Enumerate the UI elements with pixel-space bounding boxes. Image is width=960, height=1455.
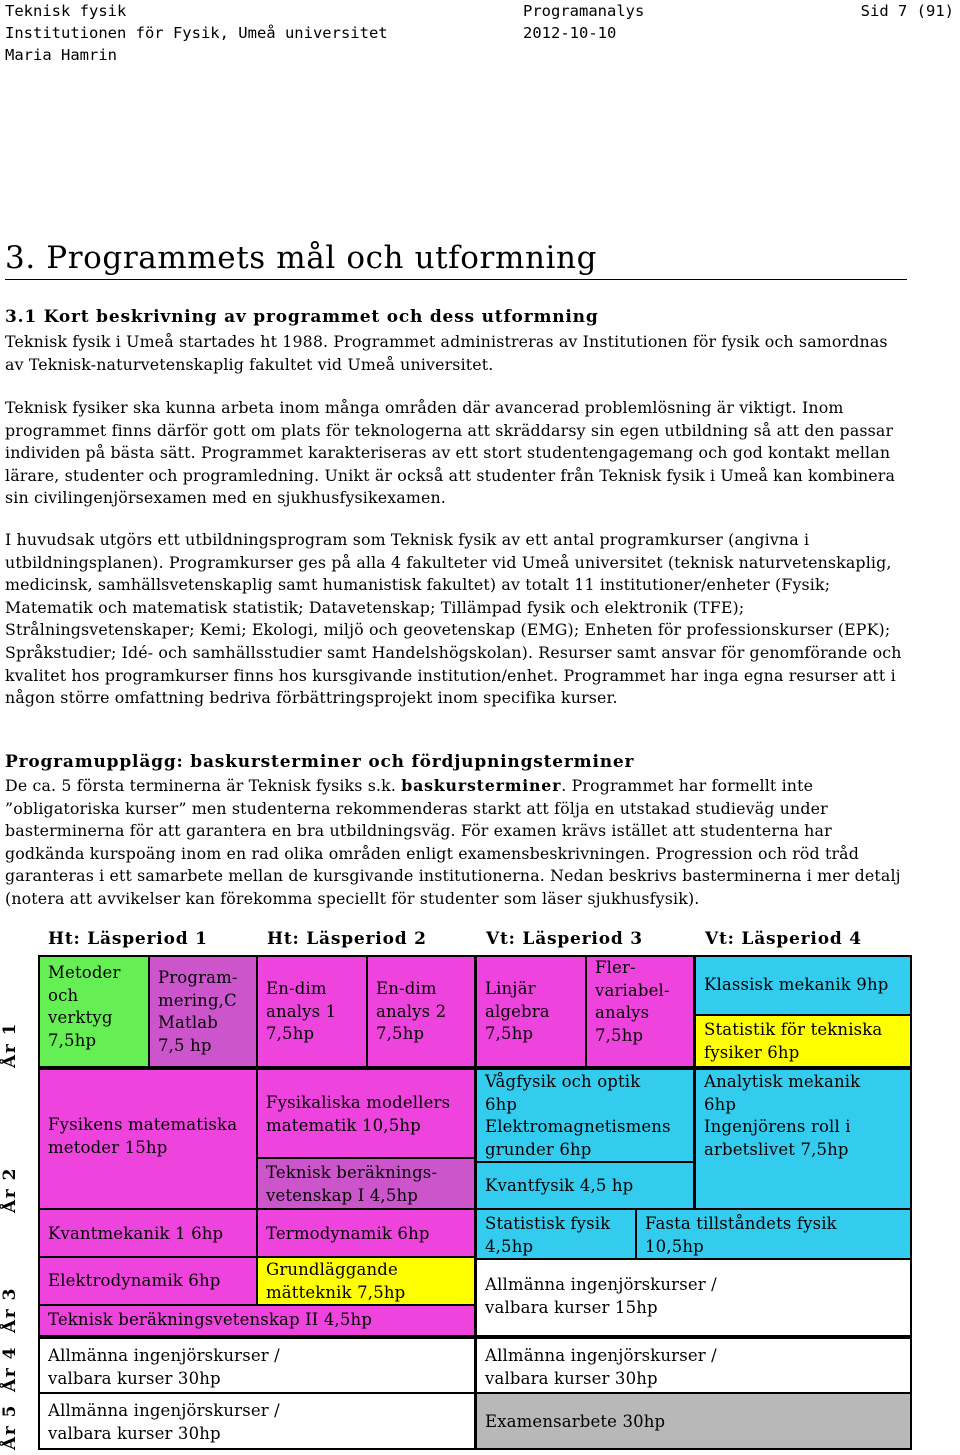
- course-elektrodynamik: Elektrodynamik 6hp: [38, 1256, 258, 1306]
- course-fysikens-matematiska-metoder: Fysikens matematiska metoder 15hp: [38, 1068, 258, 1210]
- header-date: 2012-10-10: [523, 24, 617, 42]
- header-author: Maria Hamrin: [5, 46, 117, 64]
- page-header-middle: [523, 0, 644, 44]
- course-endim-analys-2: En-dim analys 2 7,5hp: [366, 955, 476, 1068]
- course-allmanna-ingenjorskurser-15hp: Allmänna ingenjörskurser / valbara kurser 15hp: [475, 1258, 912, 1337]
- course-analytisk-mekanik-ingenjorsroll: Analytisk mekanik 6hp Ingenjörens roll i arbetslivet 7,5hp: [694, 1068, 912, 1210]
- course-kvantfysik: Kvantfysik 4,5 hp: [475, 1161, 695, 1210]
- paragraph-baskursterminer: [5, 775, 910, 911]
- subsection-heading: Programupplägg: baskursterminer och fördjupningsterminer: [5, 752, 635, 772]
- course-allmanna-ingenjorskurser-ar4-ht: Allmänna ingenjörskurser / valbara kurser 30hp: [38, 1337, 476, 1394]
- year-label-5: År 5: [0, 1404, 20, 1451]
- course-termodynamik: Termodynamik 6hp: [256, 1208, 476, 1258]
- course-vagfysik: Vågfysik och optik: [485, 1072, 641, 1091]
- section-heading: 3.1 Kort beskrivning av programmet och dess utformning: [5, 307, 599, 327]
- course-elektromagnetismens-grunder: Elektromagnetismens: [485, 1117, 671, 1136]
- paragraph-history: Teknisk fysik i Umeå startades ht 1988. Programmet administreras av Institutionen för fysik och samordnas av Teknisk-naturvetenskaplig fakultet vid Umeå universitet.: [5, 332, 888, 374]
- header-page-number: Sid 7 (91): [860, 2, 954, 20]
- chapter-rule: [5, 279, 907, 280]
- course-fysikaliska-modellers-matematik: Fysikaliska modellers matematik 10,5hp: [256, 1068, 476, 1159]
- year-label-4: År 4: [0, 1346, 20, 1392]
- paragraph-text-start: De ca. 5 första terminerna är Teknisk fysiks s.k.: [5, 776, 402, 795]
- course-programmering: Program- mering,C Matlab 7,5 hp: [148, 955, 258, 1068]
- course-statistisk-fysik: Statistisk fysik 4,5hp: [475, 1208, 637, 1260]
- course-klassisk-mekanik: Klassisk mekanik 9hp: [694, 955, 912, 1016]
- course-examensarbete: Examensarbete 30hp: [475, 1392, 912, 1450]
- course-linjar-algebra: Linjär algebra 7,5hp: [475, 955, 587, 1068]
- paragraph-courses: I huvudsak utgörs ett utbildningsprogram som Teknisk fysik av ett antal programkurser (angivna i utbildningsplanen). Programkurser ges på alla 4 fakulteter vid Umeå universitet (teknisk naturvetenskaplig, medicinsk, samhällsvetenskaplig samt humanistisk fakultet) av totalt 11 institutioner/enheter (Fysik; Matematik och matematisk statistik; Datavetenskap; Tillämpad fysik och elektronik (TFE); Strålningsvetenskaper; Kemi; Ekologi, miljö och geovetenskap (EMG); Enheten för professionskurser (EPK); Språkstudier; Idé- och samhällsstudier samt Handelshögskolan). Resurser samt ansvar för genomförande och kvalitet hos programkurser finns hos kursgivande institution/enhet. Programmet har inga egna resurser att i någon större omfattning bedriva förbättringsprojekt inom specifika kurser.: [5, 530, 902, 708]
- course-allmanna-ingenjorskurser-ar4-vt: Allmänna ingenjörskurser / valbara kurser 30hp: [475, 1337, 912, 1394]
- header-course: Teknisk fysik: [5, 2, 127, 20]
- course-flervariabelanalys: Fler- variabel- analys 7,5hp: [585, 955, 695, 1068]
- period-header-2: Ht: Läsperiod 2: [267, 929, 427, 949]
- course-allmanna-ingenjorskurser-ar5: Allmänna ingenjörskurser / valbara kurser 30hp: [38, 1392, 476, 1450]
- course-statistik-tekniska-fysiker: Statistik för tekniska fysiker 6hp: [694, 1014, 912, 1068]
- page-header-right: [861, 0, 954, 22]
- header-doc-title: Programanalys: [523, 2, 645, 20]
- course-analytisk-mekanik: Analytisk mekanik: [704, 1072, 861, 1091]
- course-metoder-och-verktyg: Metoder och verktyg 7,5hp: [38, 955, 150, 1068]
- header-department: Institutionen för Fysik, Umeå universitet: [5, 24, 388, 42]
- course-teknisk-berakningsvetenskap-1: Teknisk beräknings- vetenskap I 4,5hp: [256, 1157, 476, 1210]
- paragraph-text-rest: . Programmet har formellt inte ”obligatoriska kurser” men studenterna rekommenderas starkt att följa en utstakad studieväg under basterminerna för att garantera en bra utbildningsväg. För examen krävs istället att studenterna har godkända kurspoäng inom en rad olika områden enligt examensbeskrivningen. Progression och röd tråd garanteras i ett samarbete mellan de kursgivande institutionerna. Nedan beskrivs basterminerna i mer detalj (notera att avvikelser kan förekomma speciellt för studenter som läser sjukhusfysik).: [5, 776, 901, 908]
- paragraph-bold-term: baskursterminer: [401, 776, 562, 795]
- course-fasta-tillstandets-fysik: Fasta tillståndets fysik 10,5hp: [635, 1208, 912, 1260]
- course-grundlaggande-matteknik: Grundläggande mätteknik 7,5hp: [256, 1256, 476, 1306]
- year-label-3: År 3: [0, 1287, 20, 1333]
- page-header-left: [5, 0, 388, 66]
- period-header-1: Ht: Läsperiod 1: [48, 929, 208, 949]
- year-label-1: År 1: [0, 1022, 20, 1068]
- period-header-4: Vt: Läsperiod 4: [705, 929, 862, 949]
- course-vagfysik-elektromagnetism: Vågfysik och optik 6hp Elektromagnetismens grunder 6hp: [475, 1068, 695, 1163]
- course-teknisk-berakningsvetenskap-2: Teknisk beräkningsvetenskap II 4,5hp: [38, 1304, 476, 1337]
- course-endim-analys-1: En-dim analys 1 7,5hp: [256, 955, 368, 1068]
- year-label-2: År 2: [0, 1167, 20, 1213]
- course-kvantmekanik: Kvantmekanik 1 6hp: [38, 1208, 258, 1258]
- course-ingenjorens-roll: Ingenjörens roll i: [704, 1117, 851, 1136]
- chapter-title: 3. Programmets mål och utformning: [5, 240, 598, 276]
- period-header-3: Vt: Läsperiod 3: [486, 929, 643, 949]
- paragraph-profile: Teknisk fysiker ska kunna arbeta inom många områden där avancerad problemlösning är viktigt. Inom programmet finns därför gott om plats för teknologerna att skräddarsy sin egen utbildning så att den passar individen på bästa sätt. Programmet karakteriseras av ett stort studentengagemang och god kontakt mellan lärare, studenter och programledning. Unikt är också att studenter från Teknisk fysik i Umeå kan kombinera sin civilingenjörsexamen med en sjukhusfysikexamen.: [5, 398, 896, 508]
